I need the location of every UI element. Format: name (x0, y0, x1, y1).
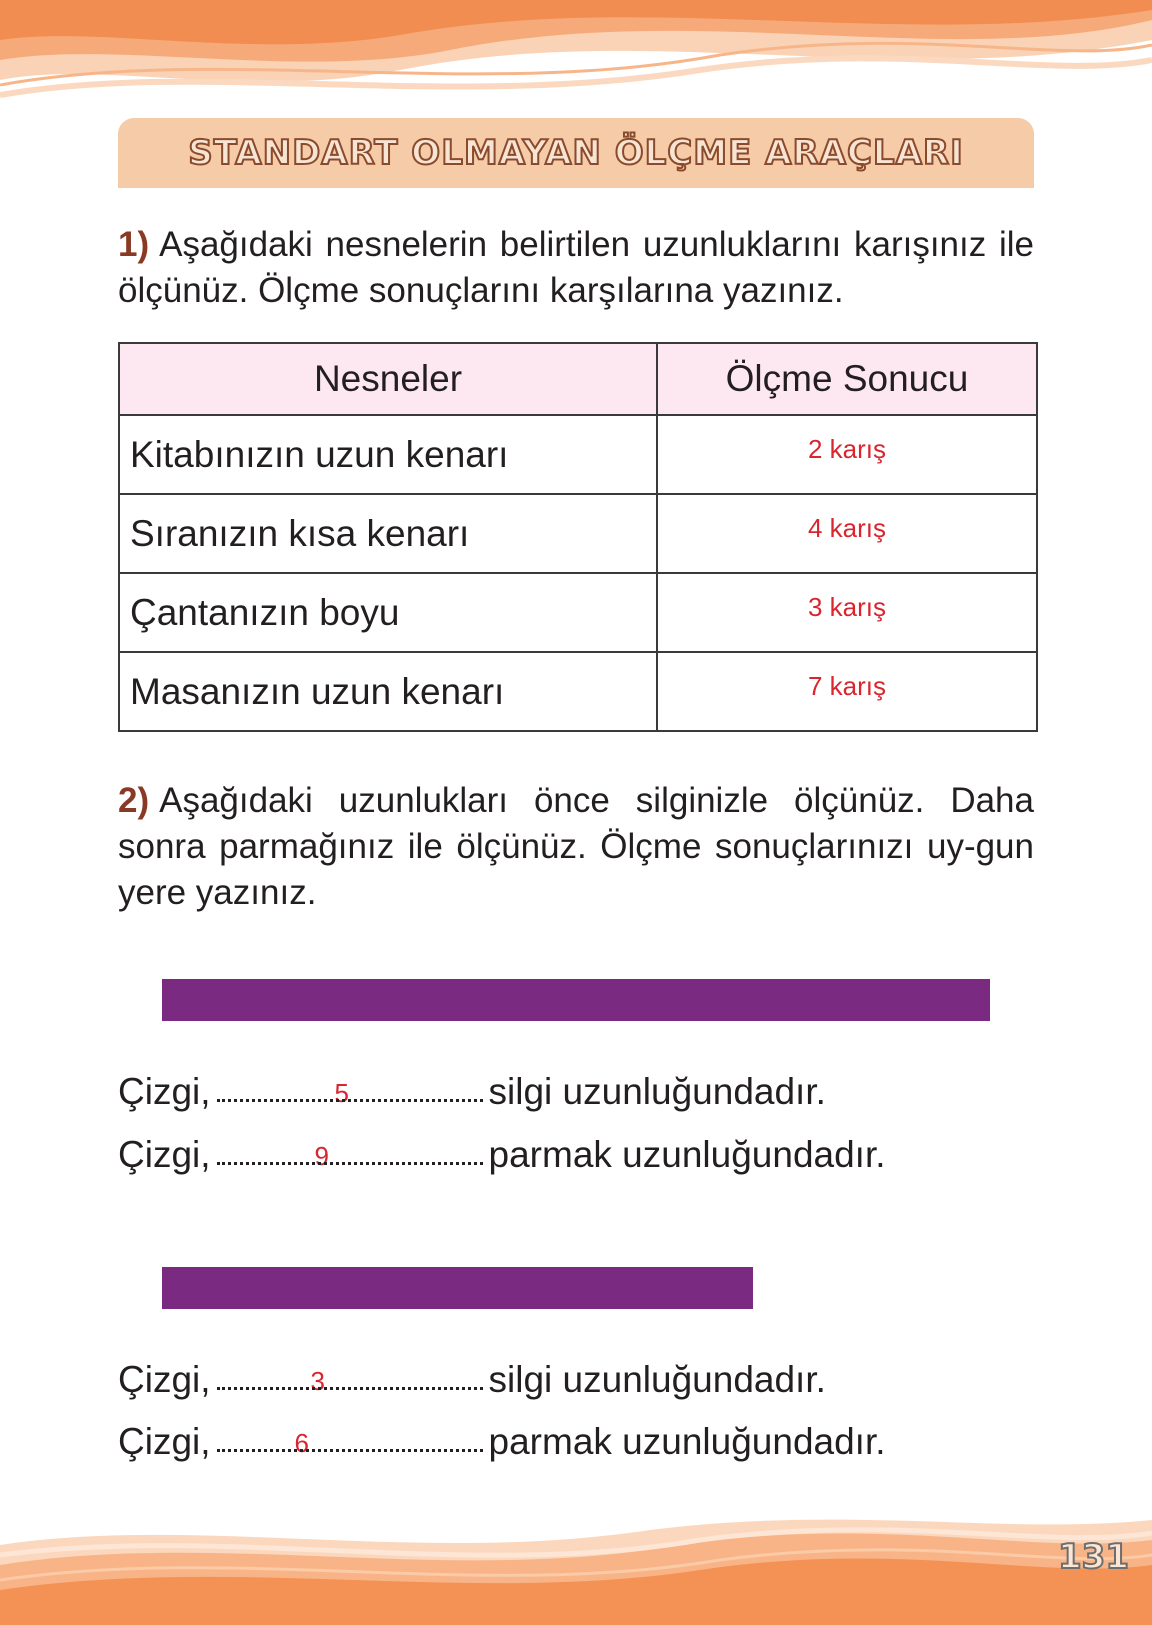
header-objects: Nesneler (119, 343, 657, 415)
top-wave-decoration (0, 0, 1152, 110)
table-row (119, 652, 1037, 731)
page-title: STANDART OLMAYAN ÖLÇME ARAÇLARI (188, 133, 964, 173)
row-result: 3 karış (657, 573, 1037, 652)
header-result: Ölçme Sonucu (657, 343, 1037, 415)
handwritten-answer: 6 (294, 1428, 309, 1458)
row-object: Masanızın uzun kenarı (119, 652, 657, 731)
fill-in-line (118, 1067, 826, 1117)
question-1-number: 1) (118, 225, 150, 264)
row-object: Kitabınızın uzun kenarı (119, 415, 657, 494)
row-object: Çantanızın boyu (119, 573, 657, 652)
line-suffix: silgi uzunluğundadır. (488, 1359, 826, 1400)
handwritten-answer: 3 (310, 1366, 325, 1396)
question-1 (118, 222, 1034, 314)
line-prefix: Çizgi, (118, 1071, 211, 1112)
row-object: Sıranızın kısa kenarı (119, 494, 657, 573)
question-2 (118, 778, 1034, 916)
table-row (119, 415, 1037, 494)
handwritten-answer: 5 (334, 1078, 349, 1108)
line-suffix: parmak uzunluğundadır. (488, 1421, 886, 1462)
question-1-text: Aşağıdaki nesnelerin belirtilen uzunluklarını karışınız ile ölçünüz. Ölçme sonuçlarını karşılarına yazınız. (118, 225, 1034, 310)
row-result: 2 karış (657, 415, 1037, 494)
line-prefix: Çizgi, (118, 1134, 211, 1175)
row-result: 7 karış (657, 652, 1037, 731)
question-2-text: Aşağıdaki uzunlukları önce silginizle ölçünüz. Daha sonra parmağınız ile ölçünüz. Ölçme sonuçlarınızı uy-gun yere yazınız. (118, 781, 1034, 912)
page-number: 131 (1058, 1537, 1129, 1577)
fill-in-line (118, 1130, 886, 1180)
long-purple-line (162, 979, 990, 1021)
line-suffix: parmak uzunluğundadır. (488, 1134, 886, 1175)
table-row (119, 494, 1037, 573)
title-banner (118, 118, 1034, 188)
line-prefix: Çizgi, (118, 1359, 211, 1400)
row-result: 4 karış (657, 494, 1037, 573)
question-2-number: 2) (118, 781, 150, 820)
handwritten-answer: 9 (314, 1141, 329, 1171)
table-header-row (119, 343, 1037, 415)
bottom-wave-decoration (0, 1505, 1152, 1625)
line-suffix: silgi uzunluğundadır. (488, 1071, 826, 1112)
fill-in-line (118, 1417, 886, 1467)
line-prefix: Çizgi, (118, 1421, 211, 1462)
measurement-table (118, 342, 1038, 732)
short-purple-line (162, 1267, 753, 1309)
fill-in-line (118, 1355, 826, 1405)
table-row (119, 573, 1037, 652)
